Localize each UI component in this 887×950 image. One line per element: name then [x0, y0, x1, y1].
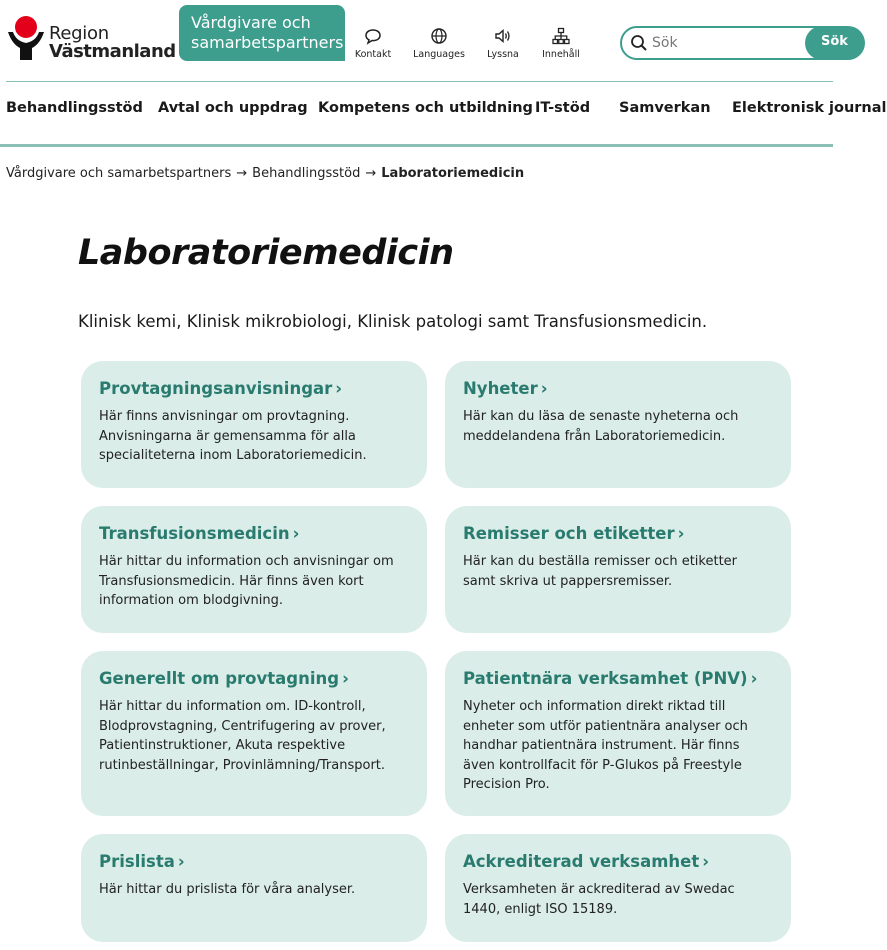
- breadcrumb-link-vardgivare[interactable]: Vårdgivare och samarbetspartners: [6, 166, 232, 181]
- card-title-text: Transfusionsmedicin: [99, 524, 290, 543]
- page-intro: Klinisk kemi, Klinisk mikrobiologi, Klinisk patologi samt Transfusionsmedicin.: [78, 312, 708, 331]
- card-title[interactable]: [99, 852, 409, 871]
- card-text: Här hittar du information och anvisningar om Transfusionsmedicin. Här finns även kort information om blodgivning.: [99, 554, 394, 609]
- card-ackrediterad-verksamhet[interactable]: [445, 834, 791, 942]
- breadcrumb-link-behandlingsstod[interactable]: Behandlingsstöd: [252, 166, 361, 181]
- card-title-text: Generellt om provtagning: [99, 669, 340, 688]
- nav-item-it-stod[interactable]: IT-stöd: [535, 100, 591, 116]
- nav-divider: [0, 144, 833, 147]
- card-title[interactable]: [99, 379, 409, 398]
- chevron-right-icon: ›: [335, 379, 343, 398]
- nav-item-avtal-och-uppdrag[interactable]: Avtal och uppdrag: [158, 100, 308, 116]
- search-button[interactable]: Sök: [805, 26, 865, 60]
- region-logo[interactable]: [6, 14, 176, 64]
- card-title-text: Patientnära verksamhet (PNV): [463, 669, 748, 688]
- partner-portal-button[interactable]: Vårdgivare och samarbetspartners: [179, 5, 345, 61]
- globe-icon: [430, 27, 448, 45]
- card-remisser-och-etiketter[interactable]: [445, 506, 791, 633]
- card-text: Här kan du beställa remisser och etiketter samt skriva ut pappersremisser.: [463, 554, 738, 589]
- speaker-icon: [494, 27, 512, 45]
- card-title-text: Prislista: [99, 852, 175, 871]
- sitemap-icon: [552, 27, 570, 45]
- nav-item-kompetens-och-utbildning[interactable]: Kompetens och utbildning: [318, 100, 533, 116]
- card-text: Här kan du läsa de senaste nyheterna och meddelandena från Laboratoriemedicin.: [463, 409, 739, 444]
- chevron-right-icon: ›: [677, 524, 685, 543]
- card-title-text: Remisser och etiketter: [463, 524, 675, 543]
- languages-link[interactable]: [409, 27, 469, 60]
- innehall-link[interactable]: [531, 27, 591, 60]
- languages-label: Languages: [413, 49, 465, 60]
- card-provtagningsanvisningar[interactable]: [81, 361, 427, 488]
- card-nyheter[interactable]: [445, 361, 791, 488]
- card-title[interactable]: [463, 379, 773, 398]
- kontakt-link[interactable]: [343, 27, 403, 60]
- nav-item-behandlingsstod[interactable]: Behandlingsstöd: [6, 100, 143, 116]
- card-title[interactable]: [463, 524, 773, 543]
- lyssna-link[interactable]: [473, 27, 533, 60]
- card-title-text: Provtagningsanvisningar: [99, 379, 333, 398]
- card-text: Nyheter och information direkt riktad till enheter som utför patientnära analyser och handhar patientnära instrument. Här finns även kontrollfacit för P-Glukos på Freestyle Precision Pro.: [463, 699, 748, 793]
- logo-text-vastmanland: Västmanland: [49, 41, 176, 62]
- card-text: Här hittar du information om. ID-kontroll, Blodprovstagning, Centrifugering av prover, Patientinstruktioner, Akuta respektive rutinbeställningar, Provinlämning/Transport.: [99, 699, 386, 773]
- logo-text-region: Region: [49, 23, 109, 44]
- page-title: Laboratoriemedicin: [78, 233, 454, 273]
- card-transfusionsmedicin[interactable]: [81, 506, 427, 633]
- card-text: Här finns anvisningar om provtagning. Anvisningarna är gemensamma för alla specialiteterna inom Laboratoriemedicin.: [99, 409, 367, 464]
- card-title[interactable]: [463, 669, 773, 688]
- kontakt-label: Kontakt: [354, 49, 392, 60]
- innehall-label: Innehåll: [542, 49, 580, 60]
- card-title[interactable]: [99, 524, 409, 543]
- search-input[interactable]: [652, 33, 802, 53]
- chevron-right-icon: ›: [702, 852, 710, 871]
- chat-bubble-icon: [364, 27, 382, 45]
- card-prislista[interactable]: [81, 834, 427, 942]
- card-text: Verksamheten är ackrediterad av Swedac 1440, enligt ISO 15189.: [463, 882, 735, 917]
- main-navigation: [0, 82, 887, 144]
- breadcrumb-current: Laboratoriemedicin: [381, 166, 525, 181]
- card-generellt-om-provtagning[interactable]: [81, 651, 427, 816]
- card-title[interactable]: [463, 852, 773, 871]
- breadcrumb: [6, 166, 524, 181]
- card-title[interactable]: [99, 669, 409, 688]
- chevron-right-icon: ›: [177, 852, 185, 871]
- chevron-right-icon: ›: [292, 524, 300, 543]
- arrow-right-icon: →: [236, 166, 248, 181]
- site-header: [0, 0, 848, 82]
- nav-item-samverkan[interactable]: Samverkan: [619, 100, 711, 116]
- card-text: Här hittar du prislista för våra analyser.: [99, 882, 356, 897]
- search-icon: [630, 34, 648, 52]
- chevron-right-icon: ›: [750, 669, 758, 688]
- card-title-text: Ackrediterad verksamhet: [463, 852, 700, 871]
- region-logo-icon: [6, 14, 46, 62]
- search-box: [620, 26, 850, 60]
- card-patientnara-verksamhet[interactable]: [445, 651, 791, 816]
- arrow-right-icon: →: [365, 166, 377, 181]
- nav-item-elektronisk-journal[interactable]: Elektronisk journal: [732, 100, 887, 116]
- chevron-right-icon: ›: [540, 379, 548, 398]
- chevron-right-icon: ›: [342, 669, 349, 688]
- lyssna-label: Lyssna: [487, 49, 519, 60]
- card-title-text: Nyheter: [463, 379, 538, 398]
